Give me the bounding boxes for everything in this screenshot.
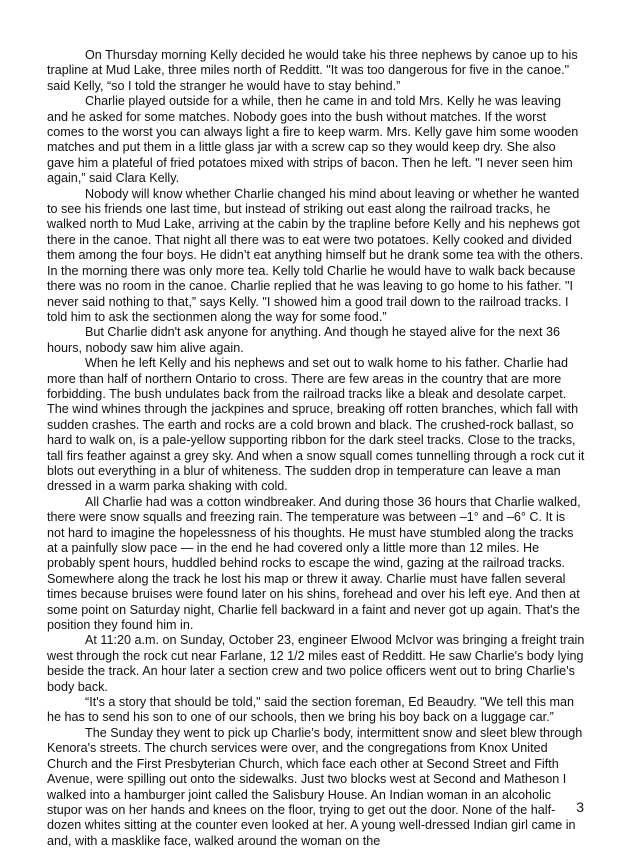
paragraph: When he left Kelly and his nephews and set out to walk home to his father. Charlie had more than half of northern Ontario to cross. There are few areas in the country that are more forbidding. The bush undulates back from the railroad tracks like a bleak and desolate carpet. The wind whines through the jackpines and spruce, breaking off rotten branches, which fall with sudden crashes. The earth and rocks are a cold brown and black. The crushed-rock ballast, so hard to walk on, is a pale-yellow supporting ribbon for the dark steel tracks. Close to the tracks, tall firs feather against a grey sky. And when a snow squall comes tunnelling through a rock cut it blots out everything in a blur of whiteness. The sudden drop in temperature can leave a man dressed in a warm parka shaking with cold. (47, 356, 585, 494)
paragraph: All Charlie had was a cotton windbreaker. And during those 36 hours that Charlie walked, there were snow squalls and freezing rain. The temperature was between –1° and –6° C. It is not hard to imagine the hopelessness of his thoughts. He must have stumbled along the tracks at a painfully slow pace — in the end he had covered only a little more than 12 miles. He probably spent hours, huddled behind rocks to escape the wind, gazing at the railroad tracks. Somewhere along the track he lost his map or threw it away. Charlie must have fallen several times because bruises were found later on his shins, forehead and over his left eye. And then at some point on Saturday night, Charlie fell backward in a faint and never got up again. That's the position they found him in. (47, 494, 581, 633)
paragraph: On Thursday morning Kelly decided he would take his three nephews by canoe up to his trapline at Mud Lake, three miles north of Redditt. "It was too dangerous for five in the canoe." said Kelly, “so I told the stranger he would have to stay behind.” (47, 48, 578, 93)
paragraph: Nobody will know whether Charlie changed his mind about leaving or whether he wanted to see his friends one last time, but instead of striking out east along the railroad tracks, he walked north to Mud Lake, arriving at the cabin by the trapline before Kelly and his nephews got there in the canoe. That night all there was to eat were two potatoes. Kelly cooked and divided them among the four boys. He didn’t eat anything himself but he drank some tea with the others. In the morning there was only more tea. Kelly told Charlie he would have to walk back because there was no room in the canoe. Charlie replied that he was leaving to go home to his father. "I never said nothing to that,” says Kelly. "I showed him a good trail down to the railroad tracks. I told him to ask the sectionmen along the way for some food.” (47, 186, 584, 324)
paragraph: Charlie played outside for a while, then he came in and told Mrs. Kelly he was leaving and he asked for some matches. Nobody goes into the bush without matches. If the worst comes to the worst you can always light a fire to keep warm. Mrs. Kelly gave him some wooden matches and put them in a little glass jar with a screw cap so they would keep dry. She also gave him a plateful of fried potatoes mixed with strips of bacon. Then he left. "I never seen him again,” said Clara Kelly. (47, 94, 579, 186)
body-text (47, 48, 585, 849)
paragraph: The Sunday they went to pick up Charlie’s body, intermittent snow and sleet blew through Kenora's streets. The church services were over, and the congregations from Knox United Church and the First Presbyterian Church, which face each other at Second Street and Fifth Avenue, were spilling out onto the sidewalks. Just two blocks west at Second and Matheson I walked into a hamburger joint called the Salisbury House. An Indian woman in an alcoholic stupor was on her hands and knees on the floor, trying to get out the door. None of the half-dozen whites sitting at the counter even looked at her. A young well-dressed Indian girl came in and, with a masklike face, walked around the woman on the (47, 725, 583, 848)
paragraph: “It's a story that should be told," said the section foreman, Ed Beaudry. "We tell this man he has to send his son to one of our schools, then we bring his boy back on a luggage car.” (47, 695, 574, 725)
paragraph: At 11:20 a.m. on Sunday, October 23, engineer Elwood McIvor was bringing a freight train west through the rock cut near Farlane, 12 1/2 miles east of Redditt. He saw Charlie's body lying beside the track. An hour later a section crew and two police officers went out to bring Charlie's body back. (47, 633, 585, 694)
page-number: 3 (576, 799, 584, 815)
paragraph: But Charlie didn't ask anyone for anything. And though he stayed alive for the next 36 hours, nobody saw him alive again. (47, 325, 560, 355)
